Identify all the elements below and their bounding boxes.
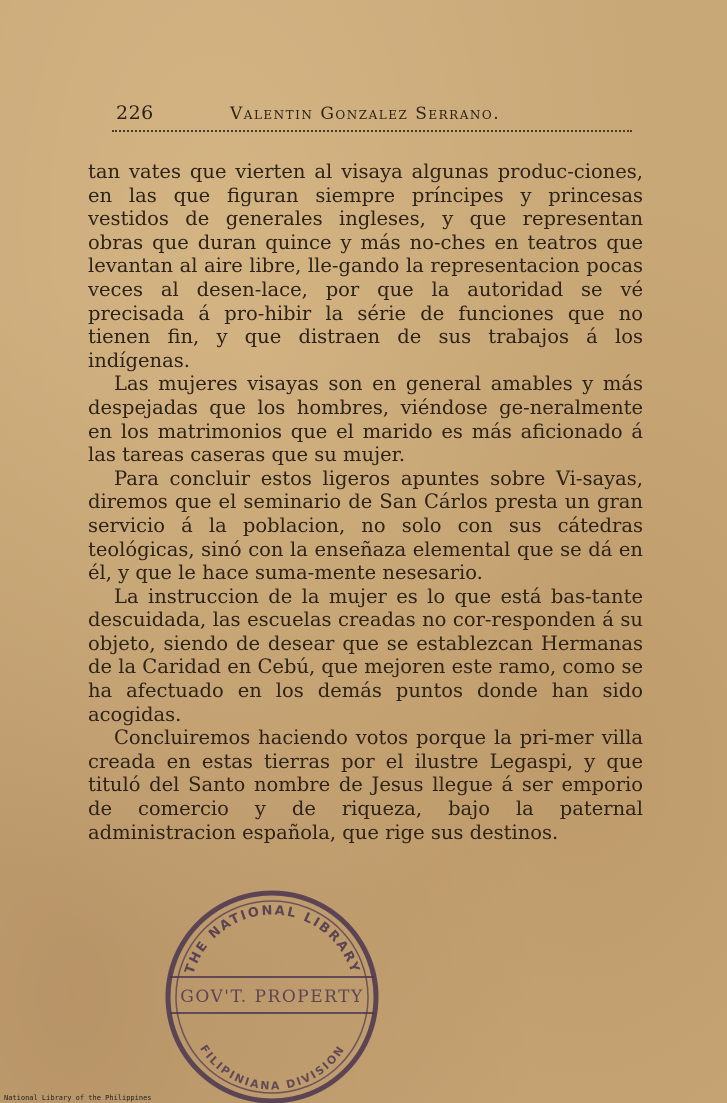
paragraph-3: Para concluir estos ligeros apuntes sobre Vi-sayas, diremos que el seminario de San Cárlos presta un gran servicio á la poblacion, no solo con sus cátedras teológicas, sinó con la enseñaza elemental que se dá en él, y que le hace suma-mente nesesario. bbox=[88, 466, 643, 585]
body-text bbox=[88, 160, 643, 844]
scan-credit: National Library of the Philippines bbox=[4, 1094, 152, 1102]
page-number: 226 bbox=[116, 102, 154, 124]
stamp-bottom-textpath: FILIPINIANA DIVISION bbox=[197, 1042, 348, 1093]
header-rule bbox=[112, 130, 632, 132]
stamp-middle-text: GOV'T. PROPERTY bbox=[180, 987, 364, 1007]
stamp-top-textpath: THE NATIONAL LIBRARY bbox=[182, 903, 363, 977]
running-title: Valentin Gonzalez Serrano. bbox=[230, 104, 501, 124]
page-header bbox=[112, 100, 632, 134]
paragraph-5: Concluiremos haciendo votos porque la pri-mer villa creada en estas tierras por el ilustre Legaspi, y que tituló del Santo nombre de Jesus llegue á ser emporio de comercio y de riqueza, bajo la paternal administracion española, que rige sus destinos. bbox=[88, 726, 643, 844]
paragraph-1: tan vates que vierten al visaya algunas produc-ciones, en las que figuran siempre príncipes y princesas vestidos de generales ingleses, y que representan obras que duran quince y más no-ches en teatros que levantan al aire libre, lle-gando la representacion pocas veces al desen-lace, por que la autoridad se vé precisada á pro-hibir la série de funciones que no tienen fin, y que distraen de sus trabajos á los indígenas. bbox=[88, 160, 643, 372]
library-stamp bbox=[160, 885, 385, 1103]
paragraph-4: La instruccion de la mujer es lo que está bas-tante descuidada, las escuelas creadas no cor-responden á su objeto, siendo de desear que se establezcan Hermanas de la Caridad en Cebú, que mejoren este ramo, como se ha afectuado en los demás puntos donde han sido acogidas. bbox=[88, 584, 643, 726]
paragraph-2: Las mujeres visayas son en general amables y más despejadas que los hombres, viéndose ge-neralmente en los matrimonios que el marido es más aficionado á las tareas caseras que su mujer. bbox=[88, 372, 643, 467]
